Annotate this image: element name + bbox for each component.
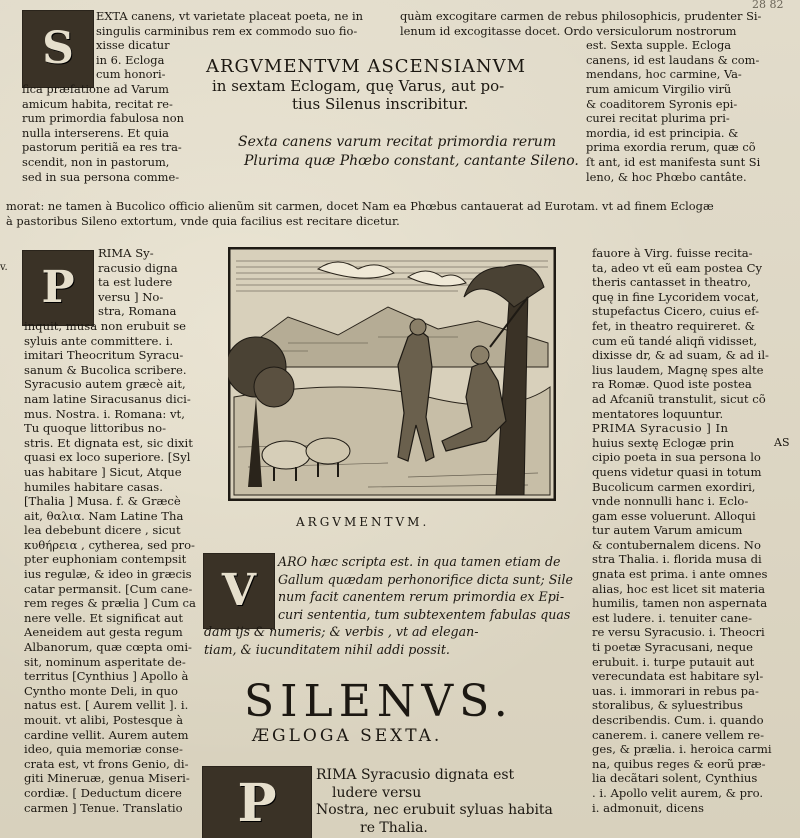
- text-line: in 6. Ecloga: [96, 52, 165, 67]
- text-line: stupefactus Cicero, cuius ef-: [592, 304, 760, 319]
- margin-mark-as: AS: [774, 436, 790, 449]
- text-line: quens videtur quasi in totum: [592, 464, 762, 479]
- argumentum-label: ARGVMENTVM.: [296, 515, 430, 529]
- text-line: lius laudem, Magnę spes alte: [592, 362, 764, 377]
- text-line: Aeneidem aut gesta regum: [24, 625, 183, 640]
- text-line: theris cantasset in theatro,: [592, 275, 752, 290]
- text-line: re versu Syracusio. i. Theocri: [592, 625, 765, 640]
- dropcap-s: S: [22, 10, 94, 88]
- text-line: RIMA Syracusio dignata est: [316, 767, 515, 783]
- text-line: tur autem Varum amicum: [592, 523, 743, 538]
- argument-verse-2: Plurima quæ Phœbo constant, cantante Sileno.: [244, 153, 579, 169]
- text-line: vnde nonnulli hanc i. Eclo-: [592, 494, 749, 509]
- text-line: PRIMA Syracusio ] In: [592, 421, 729, 436]
- text-line: pter euphoniam contempsit: [24, 552, 187, 567]
- page-number-mark: 28 82: [752, 0, 784, 11]
- text-line: fet, in theatro requireret. &: [592, 318, 755, 333]
- text-line: carmen ] Tenue. Translatio: [24, 800, 183, 815]
- text-line: nulla interserens. Et quia: [22, 125, 169, 140]
- text-line: rum amicum Virgilio virũ: [586, 81, 732, 96]
- argument-subtitle-1: in sextam Eclogam, quę Varus, aut po-: [212, 77, 505, 95]
- text-line: cardine vellit. Aurem autem: [24, 727, 189, 742]
- argument-verse-1: Sexta canens varum recitat primordia rerum: [238, 134, 557, 150]
- dropcap-p-poem: P: [202, 766, 312, 838]
- text-line: quę in fine Lycoridem vocat,: [592, 289, 760, 304]
- text-line: κυθήρεια , cytherea, sed pro-: [24, 537, 195, 552]
- text-line: sed in sua persona comme-: [22, 169, 180, 184]
- text-line: ti poetæ Syracusani, neque: [592, 640, 753, 655]
- text-line: curi sententia, tum subtexentem fabulas quas: [278, 606, 571, 622]
- text-line: ta est ludere: [98, 275, 173, 290]
- text-line: stra Thalia. i. florida musa di: [592, 552, 762, 567]
- text-line: est. Sexta supple. Ecloga: [586, 38, 732, 53]
- text-line: mendans, hoc carmine, Va-: [586, 67, 742, 82]
- text-line: sit, nominum asperitate de-: [24, 654, 186, 669]
- argument-subtitle-2: tius Silenus inscribitur.: [292, 95, 469, 113]
- text-line: scendit, non in pastorum,: [22, 154, 170, 169]
- text-line: nam latine Siracusanus dici-: [24, 391, 191, 406]
- text-line: syluis ante committere. i.: [24, 333, 174, 348]
- text-line: ait, θαλια. Nam Latine Tha: [24, 508, 184, 523]
- text-line: lenum id excogitasse docet. Ordo versiculorum nostrorum: [400, 23, 737, 38]
- text-line: gnata est prima. i ante omnes: [592, 567, 768, 582]
- text-line: crata est, vt frons Genio, di-: [24, 756, 189, 771]
- text-line: nere velle. Et significat aut: [24, 610, 184, 625]
- text-line: re Thalia.: [360, 819, 428, 836]
- text-line: Tu quoque littoribus no-: [24, 421, 167, 436]
- text-line: cipio poeta in sua persona lo: [592, 450, 761, 465]
- text-line: stra, Romana: [98, 304, 177, 319]
- text-line: Cyntho monte Deli, in quo: [24, 683, 178, 698]
- text-line: uas. i. immorari in rebus pa-: [592, 683, 759, 698]
- text-line: singulis carminibus rem ex commodo suo fio-: [96, 23, 358, 38]
- dropcap-v: V: [203, 553, 275, 629]
- ecloga-title: ÆGLOGA SEXTA.: [252, 726, 443, 746]
- text-line: giti Mineruæ, genua Miseri-: [24, 771, 190, 786]
- text-line: leno, & hoc Phœbo cantâte.: [586, 169, 747, 184]
- text-line: gam esse voluerunt. Alloqui: [592, 508, 756, 523]
- text-line: na, quibus reges & eorũ præ-: [592, 756, 766, 771]
- text-line: cordiæ. [ Deductum dicere: [24, 785, 182, 800]
- text-line: imitari Theocritum Syracu-: [24, 348, 184, 363]
- text-line: ARO hæc scripta est. in qua tamen etiam de: [278, 554, 561, 569]
- text-line: prima exordia rerum, quæ cõ: [586, 140, 756, 155]
- text-line: describendis. Cum. i. quando: [592, 713, 764, 727]
- text-line: cum eũ tandé aliqñ vidisset,: [592, 333, 758, 348]
- text-line: alias, hoc est licet sit materia: [592, 581, 766, 596]
- right-commentary: [592, 246, 772, 815]
- text-line: ad Afcaniũ transtulit, sicut cõ: [592, 391, 766, 406]
- left-commentary: [24, 246, 196, 815]
- text-line: ludere versu: [332, 784, 422, 801]
- text-line: inquit, musa non erubuit se: [24, 318, 187, 333]
- text-line: pastorum peritiã ea res tra-: [22, 140, 182, 155]
- text-line: ra Romæ. Quod iste postea: [592, 377, 752, 392]
- full-line-1: morat: ne tamen à Bucolico officio alienũm sit carmen, docet Nam ea Phœbus cantauerat ad Eurotam. vt ad finem Eclogæ: [6, 199, 714, 213]
- text-line: fauore à Virg. fuisse recita-: [592, 246, 753, 260]
- text-line: xisse dicatur: [96, 38, 170, 53]
- text-line: ideo, quia memoriæ conse-: [24, 742, 183, 757]
- text-line: natus est. [ Aurem vellit ]. i.: [24, 698, 189, 713]
- text-line: [Thalia ] Musa. f. & Græcè: [24, 494, 181, 509]
- text-line: Nostra, nec erubuit syluas habita: [316, 802, 553, 819]
- text-line: i. admonuit, dicens: [592, 800, 704, 815]
- text-line: lea debebunt dicere , sicut: [24, 523, 181, 538]
- text-line: storalibus, & syluestribus: [592, 698, 743, 713]
- text-line: humiles habitare casas.: [24, 479, 163, 494]
- text-line: Syracusio autem græcè ait,: [24, 377, 186, 392]
- text-line: uas habitare ] Sicut, Atque: [24, 464, 182, 479]
- text-line: catar permansit. [Cum cane-: [24, 581, 193, 596]
- text-line: ſt ant, id est manifesta sunt Si: [586, 154, 761, 169]
- argumentum-text: [204, 553, 573, 659]
- text-line: curei recitat plurima pri-: [586, 111, 730, 126]
- text-line: cum honori-: [96, 67, 166, 82]
- text-line: mus. Nostra. i. Romana: vt,: [24, 406, 185, 421]
- full-line-2: à pastoribus Sileno extortum, vnde quia facilius est recitare dicetur.: [6, 214, 400, 228]
- text-line: dam ijs & numeris; & verbis , vt ad elegan-: [204, 624, 479, 640]
- text-line: amicum habita, recitat re-: [22, 96, 173, 111]
- text-line: rum primordia fabulosa non: [22, 111, 184, 126]
- text-line: verecundata est habitare syl-: [592, 669, 764, 684]
- poem-text: [316, 766, 553, 836]
- text-line: canens, id est laudans & com-: [586, 52, 760, 67]
- text-line: canerem. i. canere vellem re-: [592, 727, 765, 742]
- text-line: stris. Et dignata est, sic dixit: [24, 435, 193, 450]
- text-line: RIMA Sy-: [98, 246, 154, 260]
- text-line: mouit. vt alibi, Postesque à: [24, 713, 183, 727]
- text-line: mordia, id est principia. &: [586, 125, 739, 140]
- text-line: fica præfatione ad Varum: [22, 81, 169, 96]
- text-line: dixisse dr, & ad suam, & ad il-: [592, 348, 769, 363]
- text-line: Bucolicum carmen exordiri,: [592, 479, 756, 494]
- text-line: mentatores loquuntur.: [592, 406, 724, 421]
- text-line: quasi ex loco superiore. [Syl: [24, 450, 191, 465]
- text-line: EXTA canens, vt varietate placeat poeta, ne in: [96, 9, 363, 23]
- text-line: & contubernalem dicens. No: [592, 537, 761, 552]
- text-line: est ludere. i. tenuiter cane-: [592, 610, 753, 625]
- text-line: sanum & Bucolica scribere.: [24, 362, 187, 377]
- text-line: ta, adeo vt eũ eam postea Cy: [592, 260, 763, 275]
- text-line: lia decãtari solent, Cynthius: [592, 771, 758, 786]
- silenus-title: SILENVS.: [244, 676, 514, 727]
- text-line: versu ] No-: [98, 289, 164, 304]
- text-line: huius sextę Eclogæ prin: [592, 435, 735, 450]
- text-line: tiam, & iucunditatem nihil addi possit.: [204, 641, 450, 657]
- text-line: ges, & prælia. i. heroica carmi: [592, 742, 772, 757]
- woodcut-illustration: [228, 247, 556, 501]
- argument-title: ARGVMENTVM ASCENSIANVM: [206, 56, 527, 77]
- text-line: Gallum quædam perhonorifice dicta sunt; Sile: [278, 571, 573, 587]
- dropcap-p-left: P: [22, 250, 94, 326]
- text-line: erubuit. i. turpe putauit aut: [592, 654, 755, 669]
- margin-mark-v: v.: [0, 262, 8, 273]
- text-line: rem reges & prælia ] Cum ca: [24, 596, 196, 611]
- text-line: ius regulæ, & ideo in græcis: [24, 567, 192, 582]
- text-line: Albanorum, quæ cœpta omi-: [24, 640, 192, 655]
- text-line: racusio digna: [98, 260, 178, 275]
- text-line: humilis, tamen non aspernata: [592, 596, 768, 611]
- text-line: territus [Cynthius ] Apollo à: [24, 669, 189, 684]
- text-line: quàm excogitare carmen de rebus philosophicis, prudenter Si-: [400, 9, 762, 23]
- text-line: . i. Apollo velit aurem, & pro.: [592, 785, 764, 800]
- text-line: num facit canentem rerum primordia ex Epi-: [278, 589, 565, 605]
- text-line: & coaditorem Syronis epi-: [586, 96, 738, 111]
